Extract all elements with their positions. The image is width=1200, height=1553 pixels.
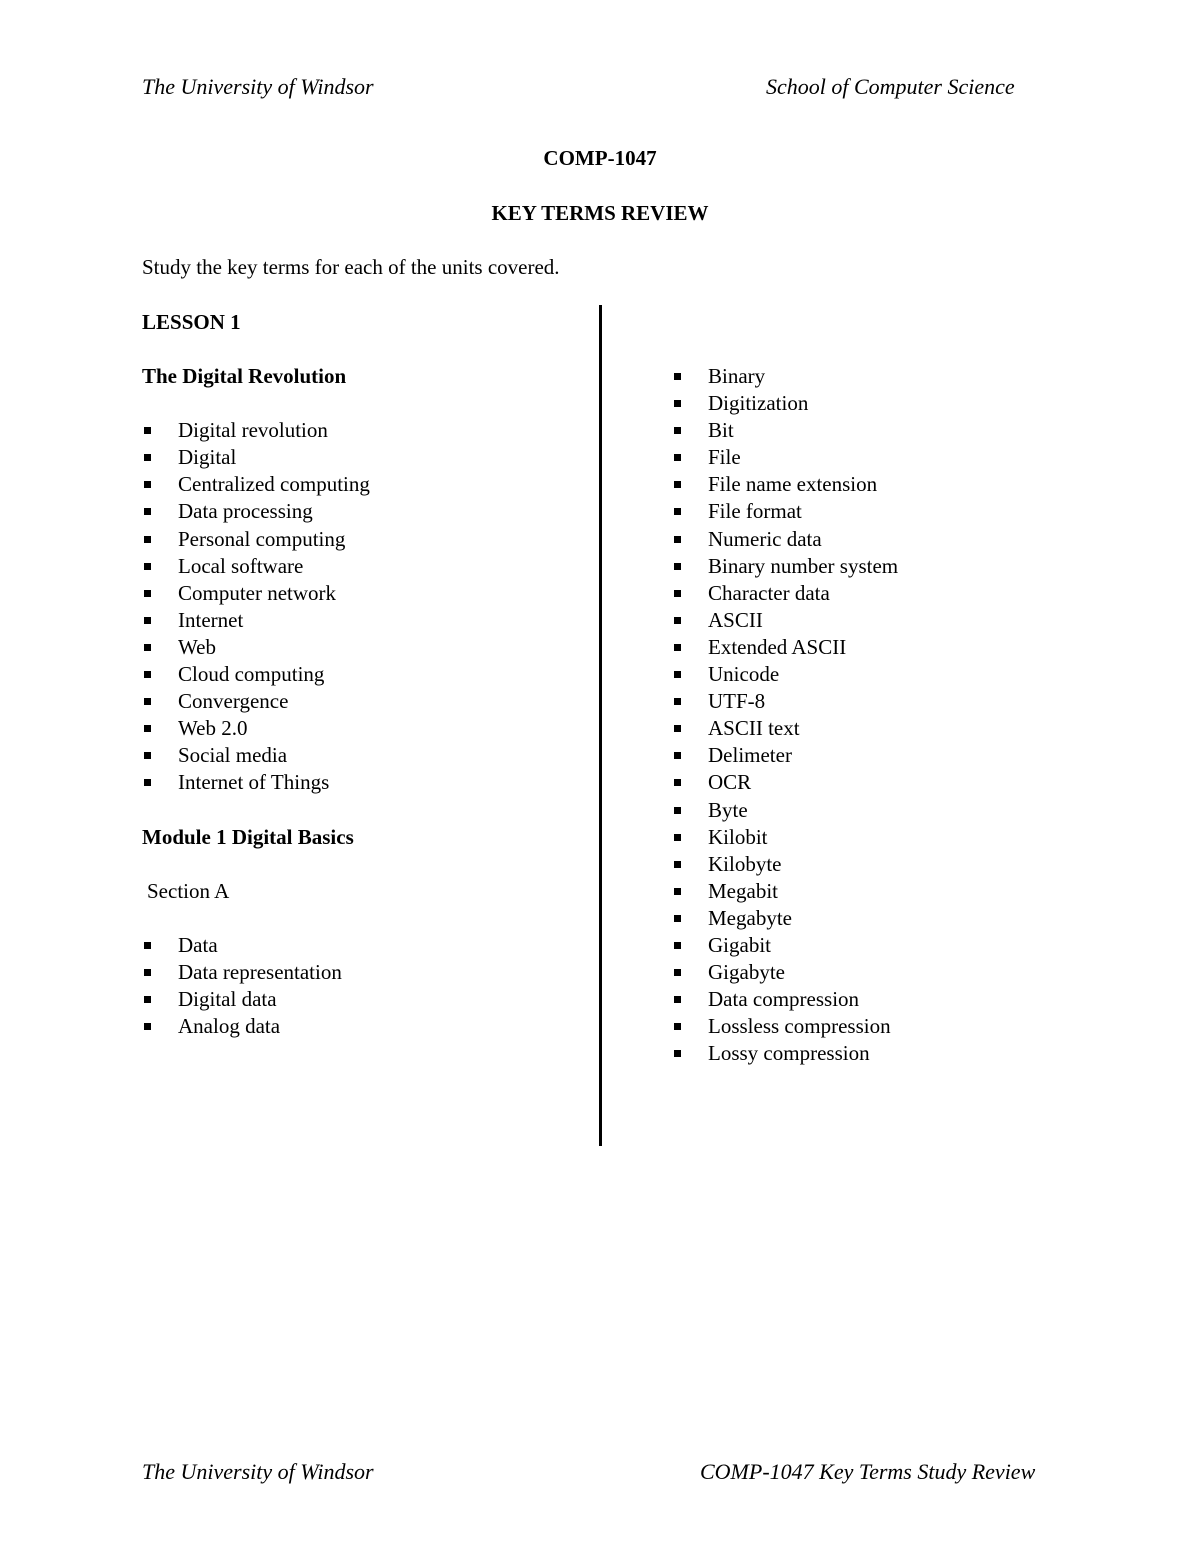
term-label: Gigabit (708, 932, 771, 957)
column-divider (599, 305, 602, 1146)
bullet-icon (144, 969, 151, 976)
list-item (672, 553, 1092, 580)
list-item (142, 471, 582, 498)
term-label: Bit (708, 418, 734, 443)
bullet-icon (144, 644, 151, 651)
bullet-icon (674, 861, 681, 868)
term-label: Digital data (178, 986, 277, 1011)
bullet-icon (144, 508, 151, 515)
bullet-icon (674, 454, 681, 461)
term-label: OCR (708, 770, 752, 795)
list-item (142, 417, 582, 444)
lesson-topic-heading: The Digital Revolution (142, 364, 347, 389)
bullet-icon (144, 590, 151, 597)
list-item (672, 661, 1092, 688)
list-item (142, 1013, 582, 1040)
term-label: Kilobyte (708, 851, 782, 876)
lesson-heading: LESSON 1 (142, 310, 241, 334)
term-label: Convergence (178, 689, 289, 714)
term-label: ASCII (708, 607, 763, 632)
term-label: Web 2.0 (178, 716, 248, 741)
term-label: Unicode (708, 662, 780, 687)
term-label: Binary number system (708, 553, 899, 578)
module-heading: Module 1 Digital Basics (142, 824, 354, 849)
term-label: ASCII text (708, 716, 800, 741)
bullet-icon (674, 725, 681, 732)
intro-text: Study the key terms for each of the units covered. (142, 255, 560, 279)
list-item (142, 986, 582, 1013)
bullet-icon (674, 915, 681, 922)
list-item (142, 688, 582, 715)
right-terms-list (672, 363, 1092, 1067)
bullet-icon (674, 563, 681, 570)
term-label: Extended ASCII (708, 634, 847, 659)
list-item (142, 580, 582, 607)
header-institution: The University of Windsor (142, 74, 374, 99)
section-heading: Section A (147, 878, 230, 903)
bullet-icon (674, 481, 681, 488)
term-label: Personal computing (178, 526, 346, 551)
list-item (142, 553, 582, 580)
bullet-icon (674, 644, 681, 651)
list-item (672, 634, 1092, 661)
list-item (142, 769, 582, 796)
term-label: Centralized computing (178, 472, 370, 497)
list-item (672, 580, 1092, 607)
term-label: Lossy compression (708, 1041, 870, 1066)
list-item (142, 607, 582, 634)
course-code: COMP-1047 (543, 146, 657, 170)
list-item (142, 634, 582, 661)
list-item (672, 769, 1092, 796)
bullet-icon (674, 888, 681, 895)
list-item (672, 851, 1092, 878)
list-item (142, 932, 582, 959)
bullet-icon (674, 779, 681, 786)
list-item (142, 661, 582, 688)
lesson-terms-list (142, 417, 582, 796)
right-column (672, 363, 1092, 1067)
term-label: Analog data (178, 1014, 281, 1039)
term-label: File format (708, 499, 802, 524)
bullet-icon (144, 1023, 151, 1030)
bullet-icon (674, 1023, 681, 1030)
bullet-icon (144, 536, 151, 543)
list-item (672, 390, 1092, 417)
bullet-icon (674, 942, 681, 949)
list-item (672, 986, 1092, 1013)
footer-document-title: COMP-1047 Key Terms Study Review (700, 1459, 1036, 1484)
term-label: Local software (178, 553, 304, 578)
term-label: Social media (178, 743, 288, 768)
bullet-icon (674, 752, 681, 759)
header-department: School of Computer Science (766, 74, 1015, 99)
term-label: Lossless compression (708, 1014, 891, 1039)
list-item (672, 607, 1092, 634)
bullet-icon (144, 752, 151, 759)
bullet-icon (674, 996, 681, 1003)
module-terms-list (142, 932, 582, 1040)
page-title: KEY TERMS REVIEW (491, 201, 709, 225)
list-item (672, 905, 1092, 932)
term-label: Data (178, 932, 218, 957)
term-label: UTF-8 (708, 689, 766, 714)
list-item (142, 444, 582, 471)
bullet-icon (144, 427, 151, 434)
bullet-icon (674, 834, 681, 841)
bullet-icon (674, 698, 681, 705)
list-item (672, 715, 1092, 742)
term-label: Internet of Things (178, 770, 330, 795)
term-label: Byte (708, 797, 748, 822)
term-label: File name extension (708, 472, 878, 497)
bullet-icon (144, 996, 151, 1003)
list-item (142, 959, 582, 986)
list-item (672, 797, 1092, 824)
term-label: Delimeter (708, 743, 792, 768)
term-label: Computer network (178, 580, 337, 605)
list-item (672, 932, 1092, 959)
term-label: Data processing (178, 499, 313, 524)
bullet-icon (674, 427, 681, 434)
list-item (142, 742, 582, 769)
term-label: Binary (708, 364, 766, 388)
term-label: Data compression (708, 987, 860, 1012)
left-column (142, 309, 582, 1040)
bullet-icon (144, 725, 151, 732)
list-item (672, 363, 1092, 390)
bullet-icon (144, 779, 151, 786)
list-item (672, 824, 1092, 851)
bullet-icon (144, 481, 151, 488)
bullet-icon (674, 508, 681, 515)
list-item (672, 444, 1092, 471)
list-item (672, 498, 1092, 525)
list-item (672, 959, 1092, 986)
term-label: Web (178, 634, 216, 659)
term-label: Digital (178, 445, 237, 470)
list-item (142, 715, 582, 742)
footer-institution: The University of Windsor (142, 1459, 374, 1484)
bullet-icon (144, 698, 151, 705)
bullet-icon (674, 969, 681, 976)
bullet-icon (144, 617, 151, 624)
bullet-icon (144, 454, 151, 461)
bullet-icon (674, 400, 681, 407)
bullet-icon (674, 617, 681, 624)
list-item (142, 526, 582, 553)
term-label: Megabyte (708, 905, 792, 930)
bullet-icon (144, 671, 151, 678)
term-label: Cloud computing (178, 662, 325, 687)
term-label: Gigabyte (708, 960, 785, 985)
list-item (672, 1013, 1092, 1040)
term-label: Data representation (178, 959, 342, 984)
list-item (672, 417, 1092, 444)
bullet-icon (674, 807, 681, 814)
list-item (142, 498, 582, 525)
bullet-icon (144, 563, 151, 570)
bullet-icon (144, 942, 151, 949)
list-item (672, 1040, 1092, 1067)
list-item (672, 688, 1092, 715)
term-label: Numeric data (708, 526, 822, 551)
term-label: Internet (178, 607, 244, 632)
bullet-icon (674, 671, 681, 678)
term-label: Character data (708, 580, 830, 605)
bullet-icon (674, 590, 681, 597)
bullet-icon (674, 373, 681, 380)
list-item (672, 742, 1092, 769)
bullet-icon (674, 1050, 681, 1057)
term-label: File (708, 445, 741, 470)
bullet-icon (674, 536, 681, 543)
term-label: Megabit (708, 878, 778, 903)
list-item (672, 526, 1092, 553)
term-label: Kilobit (708, 824, 768, 849)
list-item (672, 471, 1092, 498)
term-label: Digitization (708, 391, 809, 416)
term-label: Digital revolution (178, 418, 328, 443)
list-item (672, 878, 1092, 905)
